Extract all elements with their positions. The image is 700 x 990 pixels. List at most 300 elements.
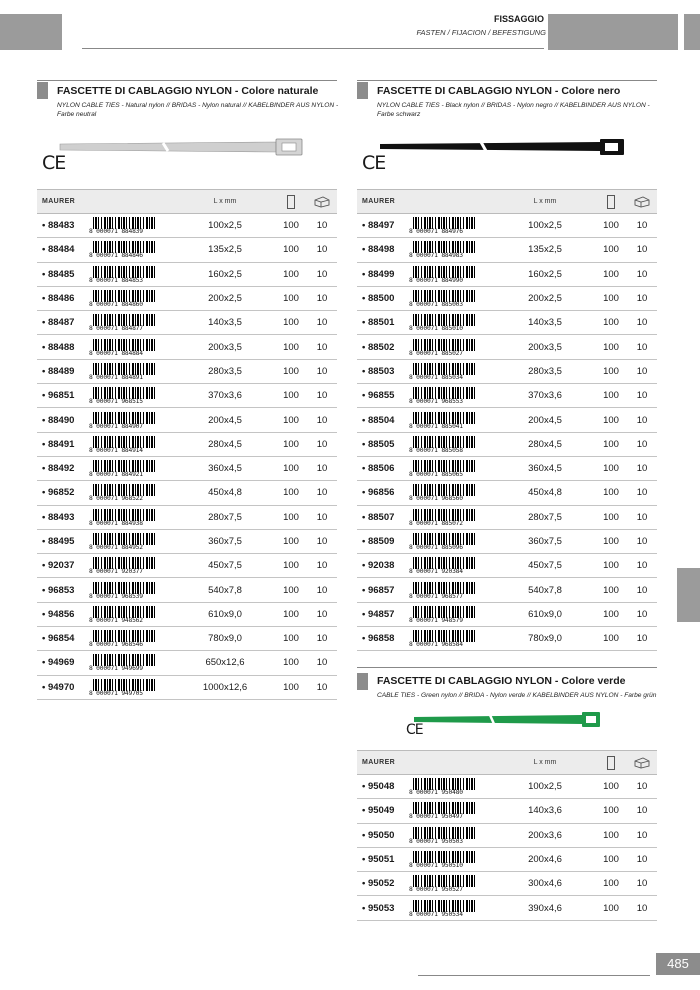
box-quantity: 10 — [627, 262, 657, 286]
product-code: • 95049 — [357, 799, 405, 823]
box-quantity: 10 — [627, 432, 657, 456]
product-code: • 94856 — [37, 602, 85, 626]
table-row — [37, 578, 337, 602]
dimension: 780x9,0 — [495, 627, 595, 651]
pack-quantity: 100 — [595, 238, 627, 262]
inner-pack-icon — [595, 751, 627, 775]
header-tab-middle — [548, 14, 678, 50]
box-quantity: 10 — [307, 214, 337, 238]
pack-quantity: 100 — [595, 456, 627, 480]
barcode — [405, 262, 495, 286]
dimension: 300x4,6 — [495, 872, 595, 896]
product-code: • 88504 — [357, 408, 405, 432]
box-icon — [307, 190, 337, 214]
box-quantity: 10 — [627, 384, 657, 408]
box-quantity: 10 — [307, 456, 337, 480]
dimension: 160x2,5 — [495, 262, 595, 286]
dimension: 540x7,8 — [175, 578, 275, 602]
pack-quantity: 100 — [275, 602, 307, 626]
box-quantity: 10 — [307, 432, 337, 456]
pack-quantity: 100 — [595, 432, 627, 456]
page-number: 485 — [656, 953, 700, 975]
barcode — [405, 311, 495, 335]
pack-quantity: 100 — [595, 384, 627, 408]
section-divider — [357, 667, 657, 668]
product-code: • 94969 — [37, 651, 85, 675]
dimension: 200x2,5 — [495, 286, 595, 310]
pack-quantity: 100 — [595, 602, 627, 626]
box-quantity: 10 — [627, 505, 657, 529]
dimension: 650x12,6 — [175, 651, 275, 675]
ce-mark: CE — [362, 152, 386, 174]
box-quantity: 10 — [307, 311, 337, 335]
barcode — [85, 554, 175, 578]
barcode — [405, 775, 495, 799]
box-quantity: 10 — [307, 238, 337, 262]
barcode — [85, 335, 175, 359]
table-row — [357, 311, 657, 335]
barcode-number: 8 000071 950503 — [409, 837, 463, 845]
table-row — [357, 823, 657, 847]
barcode — [85, 286, 175, 310]
barcode-number: 8 000071 968539 — [89, 592, 143, 600]
pack-quantity: 100 — [275, 578, 307, 602]
product-code: • 88501 — [357, 311, 405, 335]
dimension: 1000x12,6 — [175, 675, 275, 699]
product-code: • 88485 — [37, 262, 85, 286]
table-row — [357, 481, 657, 505]
section-marker — [357, 82, 368, 99]
box-quantity: 10 — [307, 675, 337, 699]
dimension: 610x9,0 — [495, 602, 595, 626]
pack-quantity: 100 — [595, 481, 627, 505]
product-code: • 88507 — [357, 505, 405, 529]
table-row — [357, 335, 657, 359]
barcode-number: 8 000071 968560 — [409, 495, 463, 503]
barcode — [405, 238, 495, 262]
product-code: • 94857 — [357, 602, 405, 626]
table-row — [357, 578, 657, 602]
table-row — [357, 896, 657, 920]
dimension: 200x4,6 — [495, 847, 595, 871]
pack-quantity: 100 — [595, 262, 627, 286]
dimension: 100x2,5 — [495, 214, 595, 238]
dimension: 360x7,5 — [175, 529, 275, 553]
pack-quantity: 100 — [275, 359, 307, 383]
barcode — [85, 384, 175, 408]
dimension: 140x3,6 — [495, 799, 595, 823]
barcode-number: 8 000071 884907 — [89, 422, 143, 430]
dimension: 610x9,0 — [175, 602, 275, 626]
product-code: • 88495 — [37, 529, 85, 553]
dimension: 280x4,5 — [175, 432, 275, 456]
barcode — [405, 481, 495, 505]
product-code: • 94970 — [37, 675, 85, 699]
barcode — [85, 529, 175, 553]
product-code: • 88492 — [37, 456, 85, 480]
table-row — [37, 651, 337, 675]
barcode-number: 8 000071 968553 — [409, 398, 463, 406]
barcode-number: 8 000071 920384 — [409, 568, 463, 576]
product-code: • 95051 — [357, 847, 405, 871]
barcode-number: 8 000071 884938 — [89, 519, 143, 527]
barcode — [405, 505, 495, 529]
barcode — [85, 359, 175, 383]
pack-quantity: 100 — [275, 554, 307, 578]
pack-quantity: 100 — [595, 554, 627, 578]
table-row — [357, 214, 657, 238]
pack-quantity: 100 — [275, 262, 307, 286]
product-code: • 96855 — [357, 384, 405, 408]
box-icon — [627, 751, 657, 775]
header-tab-left — [0, 14, 62, 50]
pack-quantity: 100 — [595, 775, 627, 799]
inner-pack-icon — [595, 190, 627, 214]
table-row — [357, 408, 657, 432]
pack-quantity: 100 — [275, 286, 307, 310]
box-quantity: 10 — [627, 238, 657, 262]
section-marker — [357, 673, 368, 690]
box-quantity: 10 — [627, 799, 657, 823]
table-row — [357, 432, 657, 456]
dimension: 100x2,5 — [175, 214, 275, 238]
product-table-black — [357, 189, 657, 651]
barcode — [85, 602, 175, 626]
table-row — [37, 529, 337, 553]
dimension: 100x2,5 — [495, 775, 595, 799]
pack-quantity: 100 — [275, 627, 307, 651]
cable-tie-black-image — [378, 136, 628, 158]
barcode — [85, 627, 175, 651]
side-index-tab — [677, 568, 700, 622]
barcode-number: 8 000071 884976 — [409, 228, 463, 236]
header-tab-right — [684, 14, 700, 50]
table-row — [37, 311, 337, 335]
box-quantity: 10 — [627, 602, 657, 626]
box-quantity: 10 — [627, 286, 657, 310]
barcode — [85, 214, 175, 238]
barcode — [85, 432, 175, 456]
box-quantity: 10 — [627, 896, 657, 920]
pack-quantity: 100 — [275, 675, 307, 699]
section-title: FASCETTE DI CABLAGGIO NYLON - Colore verde — [377, 675, 626, 687]
pack-quantity: 100 — [595, 359, 627, 383]
table-row — [37, 481, 337, 505]
product-code: • 88497 — [357, 214, 405, 238]
box-quantity: 10 — [307, 529, 337, 553]
dimension: 200x3,5 — [175, 335, 275, 359]
dimension: 280x7,5 — [175, 505, 275, 529]
product-code: • 88488 — [37, 335, 85, 359]
dimension: 370x3,6 — [495, 384, 595, 408]
box-quantity: 10 — [627, 456, 657, 480]
dimension: 140x3,5 — [175, 311, 275, 335]
barcode — [405, 384, 495, 408]
barcode-number: 8 000071 885096 — [409, 544, 463, 551]
table-row — [37, 432, 337, 456]
dimension: 200x2,5 — [175, 286, 275, 310]
box-quantity: 10 — [307, 554, 337, 578]
product-code: • 96852 — [37, 481, 85, 505]
footer-divider — [418, 975, 650, 976]
table-row — [357, 627, 657, 651]
product-code: • 95053 — [357, 896, 405, 920]
dimension: 540x7,8 — [495, 578, 595, 602]
barcode-number: 8 000071 885065 — [409, 471, 463, 479]
barcode-number: 8 000071 885058 — [409, 446, 463, 454]
barcode-number: 8 000071 884952 — [89, 544, 143, 551]
table-row — [357, 554, 657, 578]
pack-quantity: 100 — [275, 651, 307, 675]
box-quantity: 10 — [627, 214, 657, 238]
barcode — [85, 505, 175, 529]
box-quantity: 10 — [307, 384, 337, 408]
table-row — [37, 262, 337, 286]
cable-tie-natural-image — [58, 136, 308, 158]
barcode-number: 8 000071 884914 — [89, 446, 143, 454]
box-quantity: 10 — [627, 578, 657, 602]
product-code: • 88491 — [37, 432, 85, 456]
product-code: • 88499 — [357, 262, 405, 286]
section-title: FASCETTE DI CABLAGGIO NYLON - Colore naturale — [57, 85, 319, 97]
product-code: • 96853 — [37, 578, 85, 602]
barcode-number: 8 000071 885003 — [409, 301, 463, 309]
pack-quantity: 100 — [595, 896, 627, 920]
barcode-number: 8 000071 884990 — [409, 276, 463, 284]
box-quantity: 10 — [307, 262, 337, 286]
barcode — [405, 799, 495, 823]
box-quantity: 10 — [307, 359, 337, 383]
barcode-number: 8 000071 885027 — [409, 349, 463, 357]
barcode-number: 8 000071 885072 — [409, 519, 463, 527]
product-code: • 88505 — [357, 432, 405, 456]
barcode-number: 8 000071 884860 — [89, 301, 143, 309]
dimension: 370x3,6 — [175, 384, 275, 408]
dimension: 160x2,5 — [175, 262, 275, 286]
pack-quantity: 100 — [595, 311, 627, 335]
pack-quantity: 100 — [595, 627, 627, 651]
table-row — [37, 505, 337, 529]
product-code: • 96857 — [357, 578, 405, 602]
pack-quantity: 100 — [595, 408, 627, 432]
barcode-number: 8 000071 948579 — [409, 616, 463, 624]
barcode-number: 8 000071 884891 — [89, 373, 143, 381]
inner-pack-icon — [275, 190, 307, 214]
box-quantity: 10 — [627, 359, 657, 383]
barcode-number: 8 000071 884983 — [409, 252, 463, 260]
ce-mark: CE — [42, 152, 66, 174]
barcode-number: 8 000071 884853 — [89, 276, 143, 284]
table-row — [357, 505, 657, 529]
brand-logo: MAURER — [357, 751, 405, 775]
box-quantity: 10 — [627, 872, 657, 896]
pack-quantity: 100 — [275, 529, 307, 553]
brand-logo: MAURER — [357, 190, 405, 214]
dimension: 450x7,5 — [175, 554, 275, 578]
barcode — [405, 578, 495, 602]
pack-quantity: 100 — [275, 214, 307, 238]
barcode — [85, 238, 175, 262]
dimension: 200x4,5 — [175, 408, 275, 432]
pack-quantity: 100 — [275, 311, 307, 335]
product-code: • 92037 — [37, 554, 85, 578]
barcode — [405, 602, 495, 626]
product-code: • 88509 — [357, 529, 405, 553]
barcode — [405, 823, 495, 847]
barcode — [85, 578, 175, 602]
box-quantity: 10 — [627, 335, 657, 359]
pack-quantity: 100 — [275, 481, 307, 505]
cable-tie-green-image — [412, 710, 604, 730]
barcode — [85, 481, 175, 505]
table-row — [37, 408, 337, 432]
barcode-number: 8 000071 950480 — [409, 789, 463, 797]
table-row — [357, 384, 657, 408]
pack-quantity: 100 — [595, 214, 627, 238]
box-quantity: 10 — [307, 602, 337, 626]
product-code: • 88487 — [37, 311, 85, 335]
barcode-number: 8 000071 884839 — [89, 228, 143, 236]
product-code: • 88484 — [37, 238, 85, 262]
barcode-number: 8 000071 948562 — [89, 616, 143, 624]
barcode — [405, 408, 495, 432]
pack-quantity: 100 — [275, 335, 307, 359]
barcode — [85, 675, 175, 699]
section-divider — [37, 80, 337, 81]
section-divider — [357, 80, 657, 81]
barcode — [405, 847, 495, 871]
box-quantity: 10 — [627, 311, 657, 335]
table-header-row — [37, 190, 337, 214]
ce-mark: CE — [406, 722, 423, 738]
table-row — [357, 529, 657, 553]
box-quantity: 10 — [627, 775, 657, 799]
header-divider — [82, 48, 544, 49]
pack-quantity: 100 — [595, 529, 627, 553]
section-marker — [37, 82, 48, 99]
barcode-number: 8 000071 884877 — [89, 325, 143, 333]
box-quantity: 10 — [307, 335, 337, 359]
barcode-number: 8 000071 885034 — [409, 373, 463, 381]
dimension: 360x4,5 — [175, 456, 275, 480]
section-title: FASCETTE DI CABLAGGIO NYLON - Colore nero — [377, 85, 621, 97]
barcode-number: 8 000071 968584 — [409, 641, 463, 649]
table-row — [37, 627, 337, 651]
dimension: 450x4,8 — [495, 481, 595, 505]
barcode — [405, 286, 495, 310]
box-quantity: 10 — [307, 286, 337, 310]
table-header-row — [357, 190, 657, 214]
table-row — [357, 872, 657, 896]
box-quantity: 10 — [627, 554, 657, 578]
barcode-number: 8 000071 950527 — [409, 886, 463, 894]
barcode-number: 8 000071 950534 — [409, 910, 463, 918]
dimension: 200x3,5 — [495, 335, 595, 359]
dimension: 280x4,5 — [495, 432, 595, 456]
barcode — [85, 651, 175, 675]
product-code: • 95048 — [357, 775, 405, 799]
product-code: • 88506 — [357, 456, 405, 480]
product-code: • 95052 — [357, 872, 405, 896]
product-code: • 88483 — [37, 214, 85, 238]
barcode — [405, 359, 495, 383]
product-code: • 88486 — [37, 286, 85, 310]
product-code: • 88490 — [37, 408, 85, 432]
barcode — [405, 456, 495, 480]
barcode-number: 8 000071 950510 — [409, 862, 463, 870]
pack-quantity: 100 — [595, 286, 627, 310]
dimension: 360x4,5 — [495, 456, 595, 480]
box-icon — [627, 190, 657, 214]
table-row — [357, 359, 657, 383]
barcode-number: 8 000071 968577 — [409, 592, 463, 600]
table-header-row — [357, 751, 657, 775]
box-quantity: 10 — [627, 529, 657, 553]
pack-quantity: 100 — [275, 408, 307, 432]
dimension-header: L x mm — [175, 190, 275, 214]
dimension-header: L x mm — [495, 190, 595, 214]
pack-quantity: 100 — [275, 384, 307, 408]
product-code: • 96856 — [357, 481, 405, 505]
product-code: • 96858 — [357, 627, 405, 651]
barcode-number: 8 000071 949699 — [89, 665, 143, 673]
brand-logo: MAURER — [37, 190, 85, 214]
pack-quantity: 100 — [595, 578, 627, 602]
pack-quantity: 100 — [595, 847, 627, 871]
product-code: • 88498 — [357, 238, 405, 262]
barcode — [405, 432, 495, 456]
barcode — [85, 311, 175, 335]
dimension: 780x9,0 — [175, 627, 275, 651]
pack-quantity: 100 — [595, 872, 627, 896]
table-row — [37, 335, 337, 359]
barcode — [85, 262, 175, 286]
pack-quantity: 100 — [275, 505, 307, 529]
table-row — [357, 456, 657, 480]
dimension: 140x3,5 — [495, 311, 595, 335]
box-quantity: 10 — [627, 408, 657, 432]
dimension: 450x4,8 — [175, 481, 275, 505]
section-subtitle: CABLE TIES - Green nylon // BRIDA - Nylon verde // KABELBINDER AUS NYLON - Farbe grün — [377, 692, 657, 699]
barcode-number: 8 000071 885010 — [409, 325, 463, 333]
box-quantity: 10 — [307, 481, 337, 505]
dimension: 390x4,6 — [495, 896, 595, 920]
product-code: • 88489 — [37, 359, 85, 383]
pack-quantity: 100 — [275, 238, 307, 262]
table-row — [357, 262, 657, 286]
table-row — [37, 286, 337, 310]
pack-quantity: 100 — [595, 823, 627, 847]
table-row — [37, 214, 337, 238]
category-title: FISSAGGIO — [493, 14, 544, 24]
product-code: • 88493 — [37, 505, 85, 529]
pack-quantity: 100 — [275, 456, 307, 480]
product-code: • 95050 — [357, 823, 405, 847]
barcode-number: 8 000071 968515 — [89, 398, 143, 406]
barcode — [405, 335, 495, 359]
barcode — [405, 529, 495, 553]
table-row — [37, 456, 337, 480]
dimension: 280x3,5 — [175, 359, 275, 383]
pack-quantity: 100 — [595, 505, 627, 529]
table-row — [357, 775, 657, 799]
dimension: 450x7,5 — [495, 554, 595, 578]
barcode — [405, 896, 495, 920]
dimension: 280x3,5 — [495, 359, 595, 383]
barcode — [405, 627, 495, 651]
product-table-green — [357, 750, 657, 921]
product-code: • 92038 — [357, 554, 405, 578]
